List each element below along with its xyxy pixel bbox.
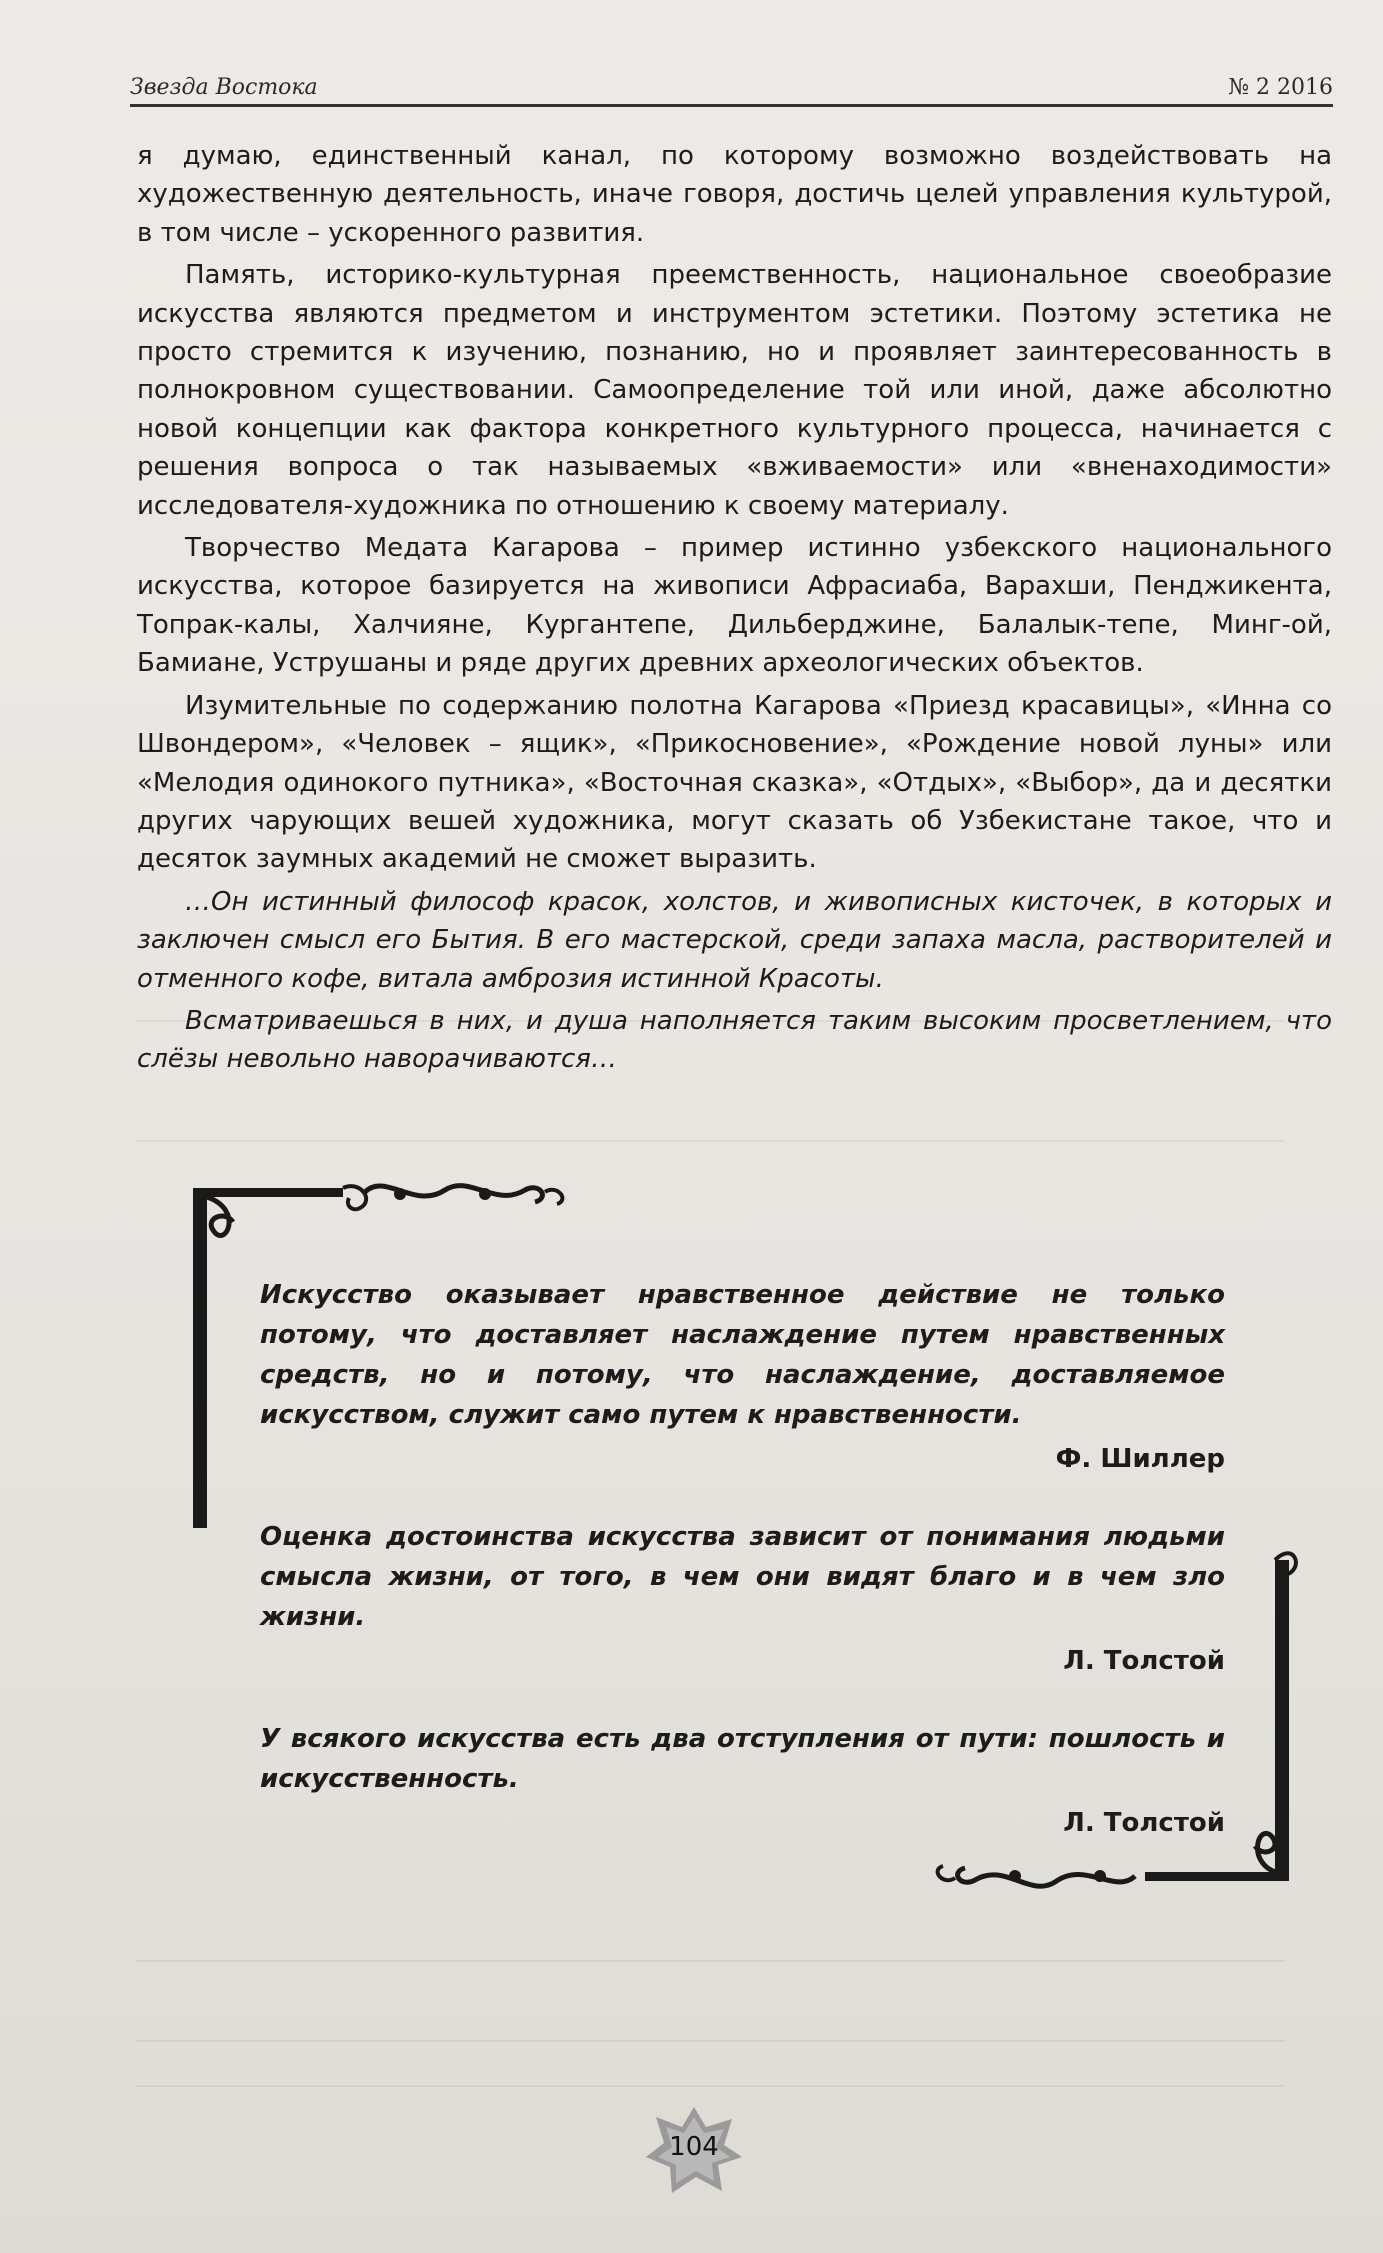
quote-text: Оценка достоинства искусства зависит от понимания людьми смысла жизни, от того, в чем они видят благо и в чем зло жизни. xyxy=(260,1522,1225,1632)
article-body xyxy=(137,137,1332,1083)
quote-text: Искусство оказывает нравственное действие не только потому, что доставляет наслаждение путем нравственных средств, но и потому, что наслаждение, доставляемое искусством, служит само путем к нравственности. xyxy=(260,1280,1225,1430)
bleed-through-line xyxy=(135,2085,1285,2087)
quote-text: У всякого искусства есть два отступления от пути: пошлость и искусственность. xyxy=(260,1724,1225,1794)
quote-author: Л. Толстой xyxy=(1063,1808,1225,1838)
quote-author: Л. Толстой xyxy=(1063,1646,1225,1676)
italic-paragraph: …Он истинный философ красок, холстов, и живописных кисточек, в которых и заключен смысл его Бытия. В его мастерской, среди запаха масла, растворителей и отменного кофе, витала амброзия истинной Красоты. xyxy=(137,886,1332,994)
quote-author: Ф. Шиллер xyxy=(1055,1444,1225,1474)
quote xyxy=(260,1275,1225,1479)
bleed-through-line xyxy=(135,1960,1285,1962)
bleed-through-line xyxy=(135,2040,1285,2042)
page-number: 104 xyxy=(669,2132,719,2162)
quote xyxy=(260,1719,1225,1843)
quote xyxy=(260,1517,1225,1681)
paragraph: Творчество Медата Кагарова – пример истинно узбекского национального искусства, которое базируется на живописи Афрасиаба, Варахши, Пенджикента, Топрак-калы, Халчияне, Кургантепе, Дильберджине, Балалык-тепе, Минг-ой, Бамиане, Уструшаны и ряде других древних археологических объектов. xyxy=(137,533,1332,679)
epigraph-box xyxy=(185,1170,1305,1940)
paragraph: Память, историко-культурная преемственность, национальное своеобразие искусства являются предметом и инструментом эстетики. Поэтому эстетика не просто стремится к изучению, познанию, но и проявляет заинтересованность в полнокровном существовании. Самоопределение той или иной, даже абсолютно новой концепции как фактора конкретного культурного процесса, начинается с решения вопроса о так называемых «вживаемости» или «вненаходимости» исследователя-художника по отношению к своему материалу. xyxy=(137,260,1332,521)
italic-paragraph: Всматриваешься в них, и душа наполняется таким высоким просветлением, что слёзы невольно наворачиваются… xyxy=(137,1005,1332,1075)
running-header xyxy=(130,70,1333,107)
paragraph: Изумительные по содержанию полотна Кагарова «Приезд красавицы», «Инна со Швондером», «Человек – ящик», «Прикосновение», «Рождение новой луны» или «Мелодия одинокого путника», «Восточная сказка», «Отдых», «Выбор», да и десятки других чарующих вешей художника, могут сказать об Узбекистане такое, что и десяток заумных академий не сможет выразить. xyxy=(137,690,1332,875)
quotes-list xyxy=(260,1275,1225,1843)
paragraph: я думаю, единственный канал, по которому возможно воздействовать на художественную деятельность, иначе говоря, достичь целей управления культурой, в том числе – ускоренного развития. xyxy=(137,141,1332,248)
journal-title: Звезда Востока xyxy=(130,75,318,100)
bleed-through-line xyxy=(135,1140,1285,1142)
issue-number: № 2 2016 xyxy=(1228,75,1333,100)
